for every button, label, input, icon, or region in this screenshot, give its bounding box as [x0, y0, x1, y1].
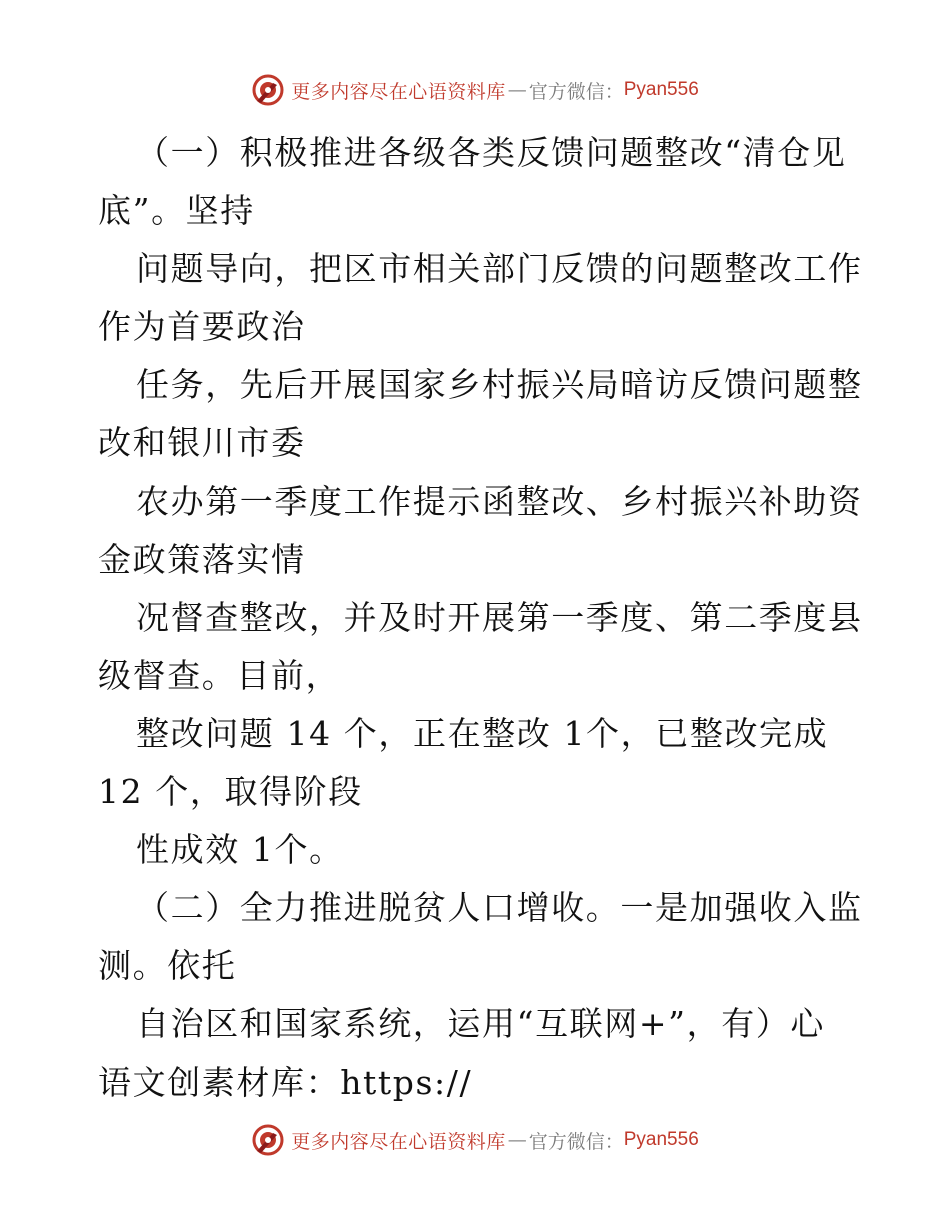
body-line-12: 12 个，取得阶段: [98, 772, 363, 812]
body-line-6: 改和银川市委: [98, 423, 306, 463]
body-line-13: 性成效 1个。: [136, 830, 344, 870]
body-line-17: 语文创素材库：https://: [98, 1062, 473, 1102]
banner-separator: —: [507, 79, 527, 101]
footer-watermark-banner: [0, 1120, 950, 1160]
body-line-9: 况督查整改，并及时开展第一季度、第二季度县: [136, 597, 863, 637]
banner-wechat-label: 官方微信：: [528, 80, 624, 103]
brand-logo-icon: [251, 1123, 285, 1157]
body-line-4: 作为首要政治: [98, 307, 306, 347]
body-line-8: 金政策落实情: [98, 539, 306, 579]
body-line-1: （一）积极推进各级各类反馈问题整改“清仓见: [136, 133, 847, 172]
header-watermark-banner: [0, 70, 950, 110]
body-line-2: 底”。坚持: [98, 191, 255, 231]
body-line-7: 农办第一季度工作提示函整改、乡村振兴补助资: [136, 481, 863, 521]
body-line-11: 整改问题 14 个，正在整改 1个，已整改完成: [136, 713, 829, 753]
footer-banner-separator: —: [507, 1129, 527, 1151]
body-line-15: 测。依托: [98, 946, 237, 986]
footer-banner-wechat-label: 官方微信：: [528, 1130, 624, 1153]
body-line-16: 自治区和国家系统，运用“互联网+”，有）心: [136, 1004, 825, 1044]
body-line-5: 任务，先后开展国家乡村振兴局暗访反馈问题整: [136, 365, 863, 405]
footer-banner-inner: [251, 1123, 699, 1157]
banner-title: 更多内容尽在心语资料库: [291, 80, 506, 103]
body-line-10: 级督查。目前，: [98, 655, 341, 695]
header-banner-inner: [251, 73, 699, 107]
footer-banner-wechat-id: Pyan556: [623, 1129, 699, 1150]
footer-banner-title: 更多内容尽在心语资料库: [291, 1130, 506, 1153]
brand-logo-icon: [251, 73, 285, 107]
document-body: [98, 124, 863, 1112]
body-line-3: 问题导向，把区市相关部门反馈的问题整改工作: [136, 249, 863, 289]
banner-wechat-id: Pyan556: [623, 79, 699, 100]
body-line-14: （二）全力推进脱贫人口增收。一是加强收入监: [136, 888, 863, 928]
